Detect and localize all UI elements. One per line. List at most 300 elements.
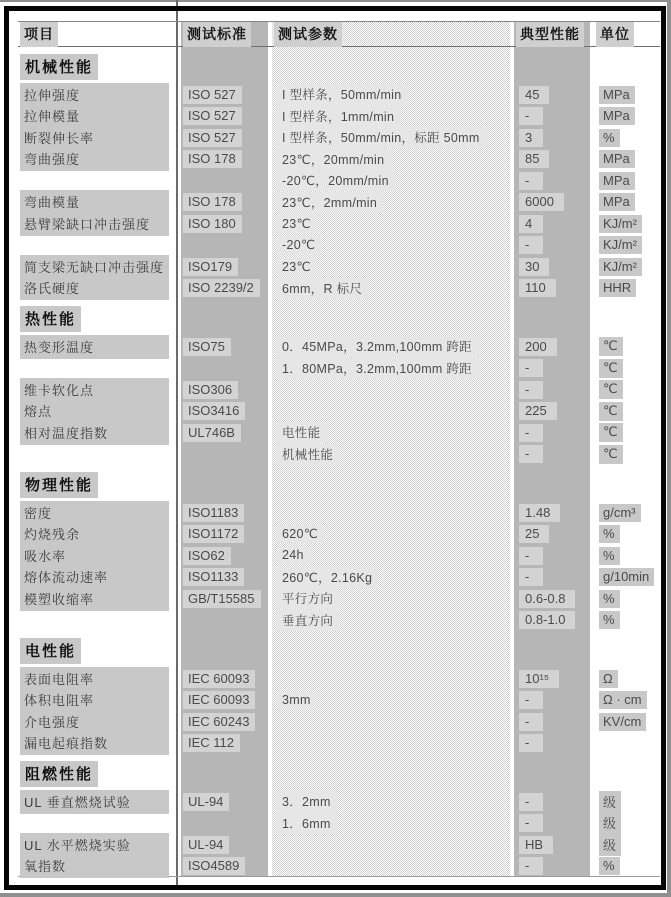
param-cell bbox=[272, 610, 510, 632]
table-row bbox=[18, 379, 660, 401]
unit-cell bbox=[594, 502, 660, 524]
standard-cell bbox=[181, 170, 268, 192]
standard-cell bbox=[181, 856, 268, 878]
value-cell bbox=[514, 358, 590, 380]
unit-label: % bbox=[599, 611, 620, 629]
standard-label: ISO1183 bbox=[183, 504, 244, 522]
value-cell bbox=[514, 834, 590, 856]
item-cell bbox=[18, 192, 175, 214]
item-cell bbox=[18, 856, 175, 878]
param-label: 3．2mm bbox=[277, 791, 337, 812]
table-rows bbox=[18, 22, 660, 877]
param-cell bbox=[272, 106, 510, 128]
item-cell bbox=[18, 358, 175, 380]
value-cell bbox=[514, 545, 590, 567]
standard-cell bbox=[181, 106, 268, 128]
unit-cell bbox=[594, 711, 660, 733]
table-row bbox=[18, 336, 660, 358]
unit-cell bbox=[594, 127, 660, 149]
unit-cell bbox=[594, 379, 660, 401]
value-cell bbox=[514, 502, 590, 524]
standard-cell bbox=[181, 336, 268, 358]
param-label: I 型样条，50mm/min bbox=[277, 84, 408, 105]
top-edge-line bbox=[0, 0, 671, 2]
param-label: 1．80MPa，3.2mm,100mm 跨距 bbox=[277, 358, 478, 379]
item-cell bbox=[18, 170, 175, 192]
unit-label: g/cm³ bbox=[599, 504, 641, 522]
unit-label: % bbox=[599, 590, 620, 608]
value-cell bbox=[514, 610, 590, 632]
value-cell bbox=[514, 192, 590, 214]
param-label: 24h bbox=[277, 547, 310, 564]
unit-cell bbox=[594, 588, 660, 610]
unit-cell bbox=[594, 834, 660, 856]
unit-cell bbox=[594, 256, 660, 278]
value-label: - bbox=[519, 691, 543, 709]
standard-label: IEC 60093 bbox=[183, 691, 255, 709]
unit-cell bbox=[594, 149, 660, 171]
value-cell bbox=[514, 791, 590, 813]
table-row bbox=[18, 278, 660, 300]
item-cell bbox=[18, 502, 175, 524]
item-label: 介电强度 bbox=[20, 710, 169, 734]
unit-label: KJ/m² bbox=[599, 215, 642, 233]
param-cell bbox=[272, 401, 510, 423]
standard-cell bbox=[181, 235, 268, 257]
properties-table bbox=[18, 21, 660, 877]
item-label: 体积电阻率 bbox=[20, 688, 169, 712]
item-cell bbox=[18, 336, 175, 358]
standard-label: GB/T15585 bbox=[183, 590, 261, 608]
standard-cell bbox=[181, 690, 268, 712]
item-cell bbox=[18, 401, 175, 423]
unit-label: 级 bbox=[599, 791, 621, 813]
param-cell bbox=[272, 278, 510, 300]
section-title: 阻燃性能 bbox=[20, 761, 98, 787]
param-cell bbox=[272, 567, 510, 589]
item-label: 模塑收缩率 bbox=[20, 587, 169, 611]
standard-cell bbox=[181, 422, 268, 444]
value-label: - bbox=[519, 547, 543, 565]
unit-cell bbox=[594, 856, 660, 878]
item-cell bbox=[18, 668, 175, 690]
item-cell bbox=[18, 567, 175, 589]
standard-label: IEC 60243 bbox=[183, 713, 255, 731]
table-row bbox=[18, 502, 660, 524]
item-label: 洛氏硬度 bbox=[20, 276, 169, 300]
value-cell bbox=[514, 278, 590, 300]
param-cell bbox=[272, 422, 510, 444]
standard-label: ISO1133 bbox=[183, 568, 244, 586]
standard-label: ISO306 bbox=[183, 381, 238, 399]
value-cell bbox=[514, 524, 590, 546]
standard-cell bbox=[181, 256, 268, 278]
standard-cell bbox=[181, 358, 268, 380]
header-label-value: 典型性能 bbox=[516, 22, 584, 47]
item-cell bbox=[18, 256, 175, 278]
unit-cell bbox=[594, 422, 660, 444]
standard-label: ISO 527 bbox=[183, 86, 242, 104]
value-label: - bbox=[519, 424, 543, 442]
section-row bbox=[18, 631, 660, 668]
param-cell bbox=[272, 588, 510, 610]
param-label: I 型样条，50mm/min，标距 50mm bbox=[277, 127, 486, 148]
unit-label: KV/cm bbox=[599, 713, 646, 731]
table-row bbox=[18, 545, 660, 567]
param-cell bbox=[272, 336, 510, 358]
item-cell bbox=[18, 444, 175, 466]
value-cell bbox=[514, 856, 590, 878]
item-cell bbox=[18, 813, 175, 835]
item-cell bbox=[18, 84, 175, 106]
table-row bbox=[18, 813, 660, 835]
unit-label: % bbox=[599, 547, 620, 565]
item-label: 相对温度指数 bbox=[20, 421, 169, 445]
section-title: 电性能 bbox=[20, 638, 81, 664]
standard-cell bbox=[181, 524, 268, 546]
table-header-row bbox=[18, 22, 660, 47]
table-row bbox=[18, 84, 660, 106]
param-cell bbox=[272, 213, 510, 235]
item-cell bbox=[18, 235, 175, 257]
param-cell bbox=[272, 127, 510, 149]
standard-cell bbox=[181, 379, 268, 401]
section-title-cell bbox=[18, 754, 175, 791]
standard-cell bbox=[181, 813, 268, 835]
unit-cell bbox=[594, 524, 660, 546]
section-title-cell bbox=[18, 465, 175, 502]
table-row bbox=[18, 192, 660, 214]
value-label: 85 bbox=[519, 150, 549, 168]
item-cell bbox=[18, 545, 175, 567]
param-cell bbox=[272, 791, 510, 813]
value-cell bbox=[514, 256, 590, 278]
unit-label: MPa bbox=[599, 193, 635, 211]
section-title-cell bbox=[18, 631, 175, 668]
unit-label: ℃ bbox=[599, 337, 623, 356]
standard-cell bbox=[181, 791, 268, 813]
param-label: 23℃，20mm/min bbox=[277, 149, 390, 170]
param-label: 23℃，2mm/min bbox=[277, 192, 383, 213]
param-cell bbox=[272, 733, 510, 755]
unit-label: ℃ bbox=[599, 402, 623, 421]
value-cell bbox=[514, 588, 590, 610]
table-row bbox=[18, 149, 660, 171]
item-cell bbox=[18, 127, 175, 149]
standard-label: ISO 2239/2 bbox=[183, 279, 260, 297]
section-row bbox=[18, 754, 660, 791]
value-cell bbox=[514, 127, 590, 149]
unit-label: ℃ bbox=[599, 359, 623, 378]
value-label: 30 bbox=[519, 258, 549, 276]
standard-cell bbox=[181, 502, 268, 524]
table-row bbox=[18, 213, 660, 235]
param-label: 260℃，2.16Kg bbox=[277, 567, 378, 588]
value-cell bbox=[514, 813, 590, 835]
value-label: 1.48 bbox=[519, 504, 560, 522]
value-cell bbox=[514, 235, 590, 257]
item-cell bbox=[18, 690, 175, 712]
standard-label: IEC 112 bbox=[183, 734, 240, 752]
param-label: 机械性能 bbox=[277, 444, 339, 465]
value-label: 3 bbox=[519, 129, 543, 147]
item-cell bbox=[18, 106, 175, 128]
standard-cell bbox=[181, 127, 268, 149]
unit-label: MPa bbox=[599, 150, 635, 168]
unit-cell bbox=[594, 106, 660, 128]
standard-cell bbox=[181, 192, 268, 214]
value-label: 0.8-1.0 bbox=[519, 611, 575, 629]
header-cell-param bbox=[272, 22, 510, 46]
header-cell-standard bbox=[181, 22, 268, 46]
item-cell bbox=[18, 278, 175, 300]
standard-label: ISO4589 bbox=[183, 857, 245, 875]
param-label: I 型样条，1mm/min bbox=[277, 106, 400, 127]
item-cell bbox=[18, 834, 175, 856]
table-row bbox=[18, 711, 660, 733]
param-label: 620℃ bbox=[277, 525, 324, 543]
value-label: 25 bbox=[519, 525, 549, 543]
table-row bbox=[18, 401, 660, 423]
unit-label: % bbox=[599, 857, 620, 875]
value-cell bbox=[514, 711, 590, 733]
unit-cell bbox=[594, 170, 660, 192]
value-label: - bbox=[519, 814, 543, 832]
param-label: 6mm，R 标尺 bbox=[277, 278, 368, 299]
value-cell bbox=[514, 444, 590, 466]
param-label: 0．45MPa，3.2mm,100mm 跨距 bbox=[277, 336, 478, 357]
value-label: - bbox=[519, 445, 543, 463]
item-cell bbox=[18, 213, 175, 235]
header-label-standard: 测试标准 bbox=[183, 22, 251, 47]
value-label: HB bbox=[519, 836, 553, 854]
unit-cell bbox=[594, 213, 660, 235]
unit-label: 级 bbox=[599, 834, 621, 856]
value-label: - bbox=[519, 236, 543, 254]
standard-cell bbox=[181, 834, 268, 856]
param-cell bbox=[272, 668, 510, 690]
standard-label: ISO 527 bbox=[183, 107, 242, 125]
unit-label: MPa bbox=[599, 172, 635, 190]
param-cell bbox=[272, 444, 510, 466]
item-label: 拉伸强度 bbox=[20, 83, 169, 107]
item-cell bbox=[18, 149, 175, 171]
standard-label: ISO62 bbox=[183, 547, 231, 565]
item-label: 悬臂梁缺口冲击强度 bbox=[20, 212, 169, 236]
value-cell bbox=[514, 379, 590, 401]
table-row bbox=[18, 834, 660, 856]
value-cell bbox=[514, 336, 590, 358]
unit-cell bbox=[594, 668, 660, 690]
value-label: - bbox=[519, 107, 543, 125]
item-label: 密度 bbox=[20, 501, 169, 525]
table-row bbox=[18, 733, 660, 755]
param-label: 垂直方向 bbox=[277, 610, 339, 631]
unit-label: KJ/m² bbox=[599, 258, 642, 276]
standard-cell bbox=[181, 588, 268, 610]
param-cell bbox=[272, 256, 510, 278]
param-cell bbox=[272, 711, 510, 733]
unit-label: % bbox=[599, 525, 620, 543]
value-label: - bbox=[519, 568, 543, 586]
unit-cell bbox=[594, 358, 660, 380]
value-label: - bbox=[519, 172, 543, 190]
unit-label: MPa bbox=[599, 107, 635, 125]
param-cell bbox=[272, 813, 510, 835]
standard-cell bbox=[181, 401, 268, 423]
table-row bbox=[18, 444, 660, 466]
item-label: 氧指数 bbox=[20, 854, 169, 878]
value-label: - bbox=[519, 734, 543, 752]
param-cell bbox=[272, 379, 510, 401]
standard-label: ISO179 bbox=[183, 258, 238, 276]
param-cell bbox=[272, 502, 510, 524]
param-label: 电性能 bbox=[277, 422, 326, 443]
standard-label: ISO 180 bbox=[183, 215, 242, 233]
table-row bbox=[18, 422, 660, 444]
item-cell bbox=[18, 791, 175, 813]
item-cell bbox=[18, 711, 175, 733]
section-row bbox=[18, 47, 660, 84]
value-label: 200 bbox=[519, 338, 557, 356]
param-label: -20℃ bbox=[277, 236, 321, 254]
value-label: 110 bbox=[519, 279, 556, 297]
section-title-cell bbox=[18, 47, 175, 84]
table-row bbox=[18, 235, 660, 257]
item-cell bbox=[18, 524, 175, 546]
item-label: 熔体流动速率 bbox=[20, 565, 169, 589]
unit-label: ℃ bbox=[599, 423, 623, 442]
value-cell bbox=[514, 106, 590, 128]
table-row bbox=[18, 588, 660, 610]
value-label: - bbox=[519, 857, 543, 875]
param-cell bbox=[272, 545, 510, 567]
unit-label: % bbox=[599, 129, 620, 147]
unit-cell bbox=[594, 336, 660, 358]
item-cell bbox=[18, 422, 175, 444]
header-cell-item bbox=[18, 22, 175, 46]
value-label: - bbox=[519, 793, 543, 811]
item-cell bbox=[18, 733, 175, 755]
unit-label: ℃ bbox=[599, 380, 623, 399]
unit-cell bbox=[594, 567, 660, 589]
value-cell bbox=[514, 422, 590, 444]
standard-cell bbox=[181, 733, 268, 755]
unit-cell bbox=[594, 235, 660, 257]
standard-label: ISO 178 bbox=[183, 150, 242, 168]
unit-cell bbox=[594, 192, 660, 214]
item-label: 简支梁无缺口冲击强度 bbox=[20, 255, 169, 279]
param-label: 1．6mm bbox=[277, 813, 337, 834]
param-cell bbox=[272, 235, 510, 257]
unit-label: Ω bbox=[599, 670, 618, 688]
item-cell bbox=[18, 588, 175, 610]
table-row bbox=[18, 567, 660, 589]
bottom-edge-line bbox=[0, 893, 671, 897]
table-row bbox=[18, 690, 660, 712]
param-cell bbox=[272, 84, 510, 106]
standard-label: UL-94 bbox=[183, 793, 229, 811]
value-cell bbox=[514, 149, 590, 171]
value-cell bbox=[514, 170, 590, 192]
value-cell bbox=[514, 690, 590, 712]
unit-label: ℃ bbox=[599, 445, 623, 464]
item-label: 灼烧残余 bbox=[20, 522, 169, 546]
param-cell bbox=[272, 192, 510, 214]
value-cell bbox=[514, 733, 590, 755]
item-label: 热变形温度 bbox=[20, 335, 169, 359]
param-cell bbox=[272, 524, 510, 546]
value-label: 0.6-0.8 bbox=[519, 590, 575, 608]
table-row bbox=[18, 524, 660, 546]
value-cell bbox=[514, 668, 590, 690]
param-label: 平行方向 bbox=[277, 588, 339, 609]
item-cell bbox=[18, 610, 175, 632]
standard-cell bbox=[181, 149, 268, 171]
unit-cell bbox=[594, 545, 660, 567]
unit-cell bbox=[594, 813, 660, 835]
section-title: 热性能 bbox=[20, 306, 81, 332]
header-cell-unit bbox=[594, 22, 660, 46]
section-row bbox=[18, 465, 660, 502]
param-cell bbox=[272, 690, 510, 712]
unit-label: Ω · cm bbox=[599, 691, 647, 709]
value-label: 225 bbox=[519, 402, 557, 420]
standard-label: ISO1172 bbox=[183, 525, 244, 543]
standard-cell bbox=[181, 711, 268, 733]
standard-cell bbox=[181, 610, 268, 632]
value-cell bbox=[514, 567, 590, 589]
header-label-unit: 单位 bbox=[596, 22, 634, 47]
standard-cell bbox=[181, 545, 268, 567]
param-cell bbox=[272, 170, 510, 192]
unit-label: HHR bbox=[599, 279, 636, 297]
table-row bbox=[18, 668, 660, 690]
unit-cell bbox=[594, 278, 660, 300]
standard-cell bbox=[181, 668, 268, 690]
value-label: - bbox=[519, 713, 543, 731]
param-label: 23℃ bbox=[277, 258, 317, 276]
standard-label: UL746B bbox=[183, 424, 241, 442]
param-cell bbox=[272, 149, 510, 171]
unit-cell bbox=[594, 444, 660, 466]
section-title: 物理性能 bbox=[20, 472, 98, 498]
header-cell-value bbox=[514, 22, 590, 46]
item-label: UL 水平燃烧实验 bbox=[20, 833, 169, 857]
value-label: 45 bbox=[519, 86, 549, 104]
standard-label: ISO 527 bbox=[183, 129, 242, 147]
standard-label: UL-94 bbox=[183, 836, 229, 854]
unit-label: 级 bbox=[599, 812, 621, 834]
table-row bbox=[18, 358, 660, 380]
param-cell bbox=[272, 834, 510, 856]
value-label: - bbox=[519, 381, 543, 399]
value-cell bbox=[514, 213, 590, 235]
standard-label: IEC 60093 bbox=[183, 670, 255, 688]
standard-label: ISO 178 bbox=[183, 193, 242, 211]
item-cell bbox=[18, 379, 175, 401]
value-label: 10¹⁵ bbox=[519, 670, 559, 688]
item-label: 漏电起痕指数 bbox=[20, 731, 169, 755]
standard-cell bbox=[181, 213, 268, 235]
param-cell bbox=[272, 358, 510, 380]
value-cell bbox=[514, 401, 590, 423]
item-label: 维卡软化点 bbox=[20, 378, 169, 402]
standard-label: ISO75 bbox=[183, 338, 231, 356]
table-row bbox=[18, 791, 660, 813]
item-label: 弯曲模量 bbox=[20, 190, 169, 214]
param-cell bbox=[272, 856, 510, 878]
